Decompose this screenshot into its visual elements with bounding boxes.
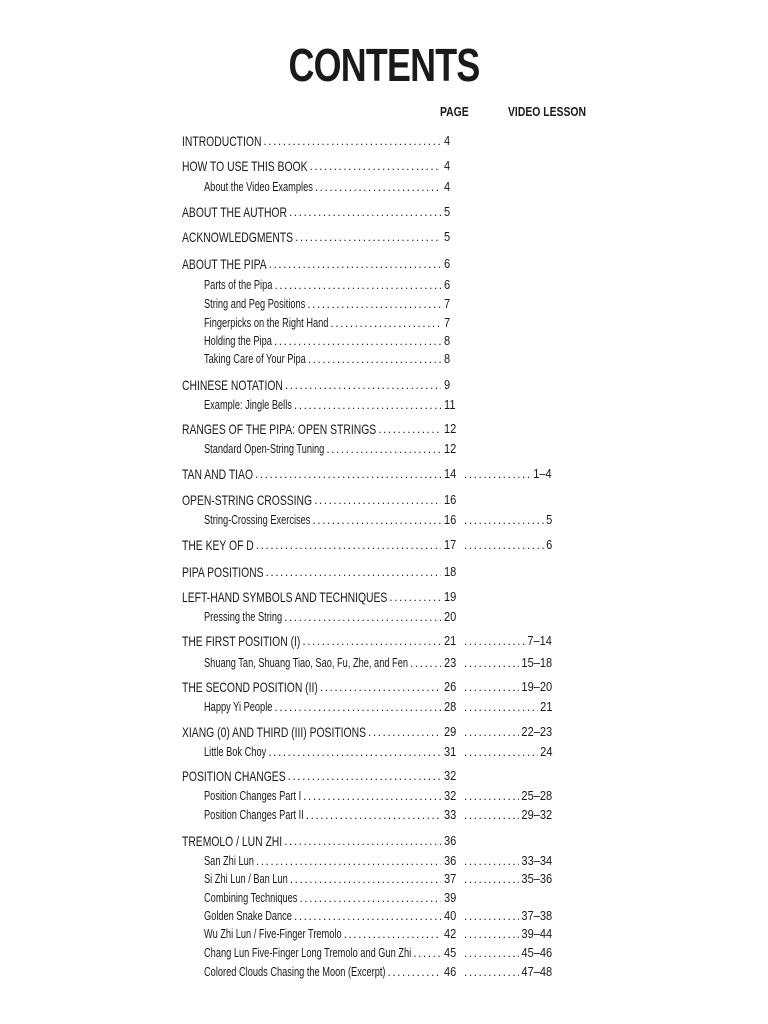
- dot-leader: [368, 723, 441, 741]
- dot-leader: [315, 178, 441, 196]
- toc-entry: [0, 787, 768, 805]
- dot-leader: [464, 743, 538, 761]
- toc-entry: [0, 588, 768, 606]
- toc-page-number: 40: [444, 908, 457, 923]
- toc-entry-title: About the Video Examples: [204, 180, 313, 194]
- toc-page-number: 5: [444, 229, 451, 244]
- dot-leader: [464, 944, 519, 962]
- dot-leader: [288, 767, 441, 785]
- toc-entry: [0, 632, 768, 650]
- dot-leader: [266, 563, 441, 581]
- toc-page-number: 5: [444, 204, 451, 219]
- toc-video-lesson-number: 35–36: [521, 871, 552, 886]
- toc-page-number: 23: [444, 655, 457, 670]
- toc-entry-title: THE KEY OF D: [182, 537, 254, 553]
- dot-leader: [464, 852, 519, 870]
- toc-video-lesson-number: 6: [545, 537, 552, 552]
- toc-entry-title: Combining Techniques: [204, 891, 298, 905]
- toc-page-number: 42: [444, 926, 457, 941]
- toc-entry-title: Position Changes Part II: [204, 808, 304, 822]
- page-title: CONTENTS: [288, 39, 480, 91]
- toc-entry-title: HOW TO USE THIS BOOK: [182, 158, 308, 174]
- toc-page-number: 4: [444, 133, 451, 148]
- toc-page-number: 19: [444, 589, 457, 604]
- toc-entry: [0, 767, 768, 785]
- toc-entry-title: Little Bok Choy: [204, 745, 267, 759]
- toc-entry: [0, 491, 768, 509]
- toc-page-number: 32: [444, 788, 457, 803]
- dot-leader: [309, 157, 441, 175]
- toc-page-number: 16: [444, 492, 457, 507]
- dot-leader: [464, 678, 519, 696]
- toc-entry: [0, 907, 768, 925]
- toc-entry-title: LEFT-HAND SYMBOLS AND TECHNIQUES: [182, 589, 388, 605]
- toc-entry: [0, 678, 768, 696]
- dot-leader: [274, 698, 441, 716]
- toc-entry: [0, 511, 768, 529]
- toc-video-lesson-number: 45–46: [521, 945, 552, 960]
- toc-entry-title: Shuang Tan, Shuang Tiao, Sao, Fu, Zhe, and Fen: [204, 656, 408, 670]
- toc-entry: [0, 314, 768, 332]
- dot-leader: [464, 787, 519, 805]
- toc-entry: [0, 157, 768, 175]
- dot-leader: [307, 295, 441, 313]
- toc-video-lesson-number: 37–38: [521, 908, 552, 923]
- toc-entry: [0, 332, 768, 350]
- toc-entry-title: Holding the Pipa: [204, 334, 272, 348]
- dot-leader: [306, 806, 441, 824]
- dot-leader: [464, 925, 519, 943]
- toc-page-number: 21: [444, 633, 457, 648]
- toc-page-number: 31: [444, 744, 457, 759]
- toc-entry-title: TAN AND TIAO: [182, 466, 254, 482]
- toc-entry: [0, 178, 768, 196]
- toc-page-number: 36: [444, 853, 457, 868]
- toc-page-number: 17: [444, 537, 457, 552]
- dot-leader: [263, 132, 441, 150]
- toc-entry: [0, 228, 768, 246]
- toc-entry: [0, 654, 768, 672]
- dot-leader: [464, 654, 519, 672]
- dot-leader: [464, 723, 519, 741]
- toc-page-number: 18: [444, 564, 457, 579]
- toc-entry-title: ABOUT THE AUTHOR: [182, 204, 287, 220]
- toc-entry: [0, 255, 768, 273]
- toc-video-lesson-number: 7–14: [527, 633, 552, 648]
- dot-leader: [289, 203, 441, 221]
- dot-leader: [410, 654, 441, 672]
- toc-page-number: 28: [444, 699, 457, 714]
- toc-page-number: 9: [444, 377, 451, 392]
- toc-page-number: 36: [444, 833, 457, 848]
- dot-leader: [378, 420, 441, 438]
- toc-video-lesson-number: 5: [545, 512, 552, 527]
- toc-entry: [0, 698, 768, 716]
- toc-entry: [0, 852, 768, 870]
- dot-leader: [330, 314, 441, 332]
- toc-entry-title: Example: Jingle Bells: [204, 398, 292, 412]
- toc-entry: [0, 132, 768, 150]
- toc-entry-title: Fingerpicks on the Right Hand: [204, 316, 329, 330]
- toc-entry: [0, 536, 768, 554]
- toc-page-number: 26: [444, 679, 457, 694]
- toc-entry-title: OPEN-STRING CROSSING: [182, 492, 313, 508]
- toc-entry-title: Chang Lun Five-Finger Long Tremolo and Gun Zhi: [204, 946, 412, 960]
- dot-leader: [302, 632, 441, 650]
- toc-entry-title: TREMOLO / LUN ZHI: [182, 833, 283, 849]
- dot-leader: [464, 698, 538, 716]
- toc-video-lesson-number: 22–23: [521, 724, 552, 739]
- toc-entry: [0, 203, 768, 221]
- toc-entry-title: Parts of the Pipa: [204, 278, 273, 292]
- dot-leader: [303, 787, 441, 805]
- toc-page-number: 46: [444, 964, 457, 979]
- toc-page-number: 4: [444, 158, 451, 173]
- toc-page-number: 7: [444, 315, 451, 330]
- toc-entry-title: PIPA POSITIONS: [182, 564, 264, 580]
- toc-page-number: 14: [444, 466, 457, 481]
- toc-page-number: 8: [444, 333, 451, 348]
- toc-page-number: 8: [444, 351, 451, 366]
- dot-leader: [284, 608, 441, 626]
- toc-entry: [0, 889, 768, 907]
- dot-leader: [256, 536, 441, 554]
- dot-leader: [269, 255, 441, 273]
- toc-entry-title: San Zhi Lun: [204, 854, 254, 868]
- dot-leader: [294, 907, 441, 925]
- dot-leader: [464, 907, 519, 925]
- toc-page-number: 45: [444, 945, 457, 960]
- toc-entry: [0, 563, 768, 581]
- toc-video-lesson-number: 15–18: [521, 655, 552, 670]
- dot-leader: [464, 536, 544, 554]
- toc-video-lesson-number: 29–32: [521, 807, 552, 822]
- toc-entry: [0, 465, 768, 483]
- toc-page-number: 37: [444, 871, 457, 886]
- toc-entry: [0, 396, 768, 414]
- dot-leader: [344, 925, 441, 943]
- dot-leader: [255, 465, 441, 483]
- toc-entry: [0, 420, 768, 438]
- toc-video-lesson-number: 25–28: [521, 788, 552, 803]
- toc-entry-title: ABOUT THE PIPA: [182, 256, 267, 272]
- dot-leader: [464, 465, 532, 483]
- toc-page-number: 12: [444, 421, 457, 436]
- toc-page-number: 7: [444, 296, 451, 311]
- toc-video-lesson-number: 33–34: [521, 853, 552, 868]
- dot-leader: [387, 963, 441, 981]
- toc-entry: [0, 870, 768, 888]
- toc-entry-title: Standard Open-String Tuning: [204, 442, 325, 456]
- dot-leader: [299, 889, 441, 907]
- toc-entry: [0, 376, 768, 394]
- toc-page-number: 33: [444, 807, 457, 822]
- toc-video-lesson-number: 19–20: [521, 679, 552, 694]
- dot-leader: [464, 870, 519, 888]
- toc-entry-title: Pressing the String: [204, 610, 283, 624]
- toc-entry-title: Happy Yi People: [204, 700, 273, 714]
- toc-page-number: 29: [444, 724, 457, 739]
- toc-entry: [0, 350, 768, 368]
- dot-leader: [256, 852, 441, 870]
- toc-page-number: 20: [444, 609, 457, 624]
- toc-video-lesson-number: 21: [539, 699, 552, 714]
- toc-entry: [0, 440, 768, 458]
- toc-entry: [0, 832, 768, 850]
- toc-page-number: 6: [444, 256, 451, 271]
- dot-leader: [285, 376, 441, 394]
- toc-video-lesson-number: 1–4: [533, 466, 552, 481]
- toc-entry-title: INTRODUCTION: [182, 133, 262, 149]
- toc-page-number: 12: [444, 441, 457, 456]
- toc-entry-title: String-Crossing Exercises: [204, 513, 311, 527]
- dot-leader: [268, 743, 441, 761]
- dot-leader: [464, 511, 544, 529]
- toc-entry: [0, 743, 768, 761]
- video-lesson-column-header: VIDEO LESSON: [508, 104, 587, 119]
- dot-leader: [295, 228, 441, 246]
- dot-leader: [294, 396, 441, 414]
- toc-entry-title: String and Peg Positions: [204, 297, 306, 311]
- toc-entry: [0, 963, 768, 981]
- dot-leader: [290, 870, 441, 888]
- toc-entry: [0, 276, 768, 294]
- toc-entry: [0, 295, 768, 313]
- toc-video-lesson-number: 39–44: [521, 926, 552, 941]
- toc-entry-title: XIANG (0) AND THIRD (III) POSITIONS: [182, 724, 367, 740]
- toc-entry-title: Si Zhi Lun / Ban Lun: [204, 872, 288, 886]
- dot-leader: [464, 806, 519, 824]
- toc-page-number: 16: [444, 512, 457, 527]
- dot-leader: [464, 963, 519, 981]
- toc-entry: [0, 925, 768, 943]
- dot-leader: [284, 832, 441, 850]
- dot-leader: [274, 332, 441, 350]
- dot-leader: [326, 440, 441, 458]
- toc-entry-title: THE FIRST POSITION (I): [182, 633, 301, 649]
- dot-leader: [274, 276, 441, 294]
- toc-entry: [0, 806, 768, 824]
- toc-page-number: 32: [444, 768, 457, 783]
- toc-page-number: 11: [444, 397, 456, 412]
- toc-entry-title: THE SECOND POSITION (II): [182, 679, 318, 695]
- dot-leader: [389, 588, 441, 606]
- toc-video-lesson-number: 47–48: [521, 964, 552, 979]
- toc-entry: [0, 608, 768, 626]
- toc-entry-title: Position Changes Part I: [204, 789, 302, 803]
- toc-entry-title: Taking Care of Your Pipa: [204, 352, 306, 366]
- dot-leader: [314, 491, 441, 509]
- toc-entry: [0, 944, 768, 962]
- toc-page-number: 6: [444, 277, 451, 292]
- page-column-header: PAGE: [440, 104, 469, 119]
- dot-leader: [464, 632, 525, 650]
- toc-entry-title: RANGES OF THE PIPA: OPEN STRINGS: [182, 421, 377, 437]
- toc-entry-title: POSITION CHANGES: [182, 768, 286, 784]
- toc-entry-title: Golden Snake Dance: [204, 909, 292, 923]
- dot-leader: [320, 678, 441, 696]
- toc-entry-title: ACKNOWLEDGMENTS: [182, 229, 294, 245]
- toc-page-number: 39: [444, 890, 457, 905]
- dot-leader: [312, 511, 441, 529]
- dot-leader: [308, 350, 441, 368]
- toc-entry-title: Wu Zhi Lun / Five-Finger Tremolo: [204, 927, 342, 941]
- toc-page-number: 4: [444, 179, 451, 194]
- toc-video-lesson-number: 24: [539, 744, 552, 759]
- toc-entry: [0, 723, 768, 741]
- toc-entry-title: CHINESE NOTATION: [182, 377, 283, 393]
- toc-entry-title: Colored Clouds Chasing the Moon (Excerpt): [204, 965, 386, 979]
- dot-leader: [413, 944, 441, 962]
